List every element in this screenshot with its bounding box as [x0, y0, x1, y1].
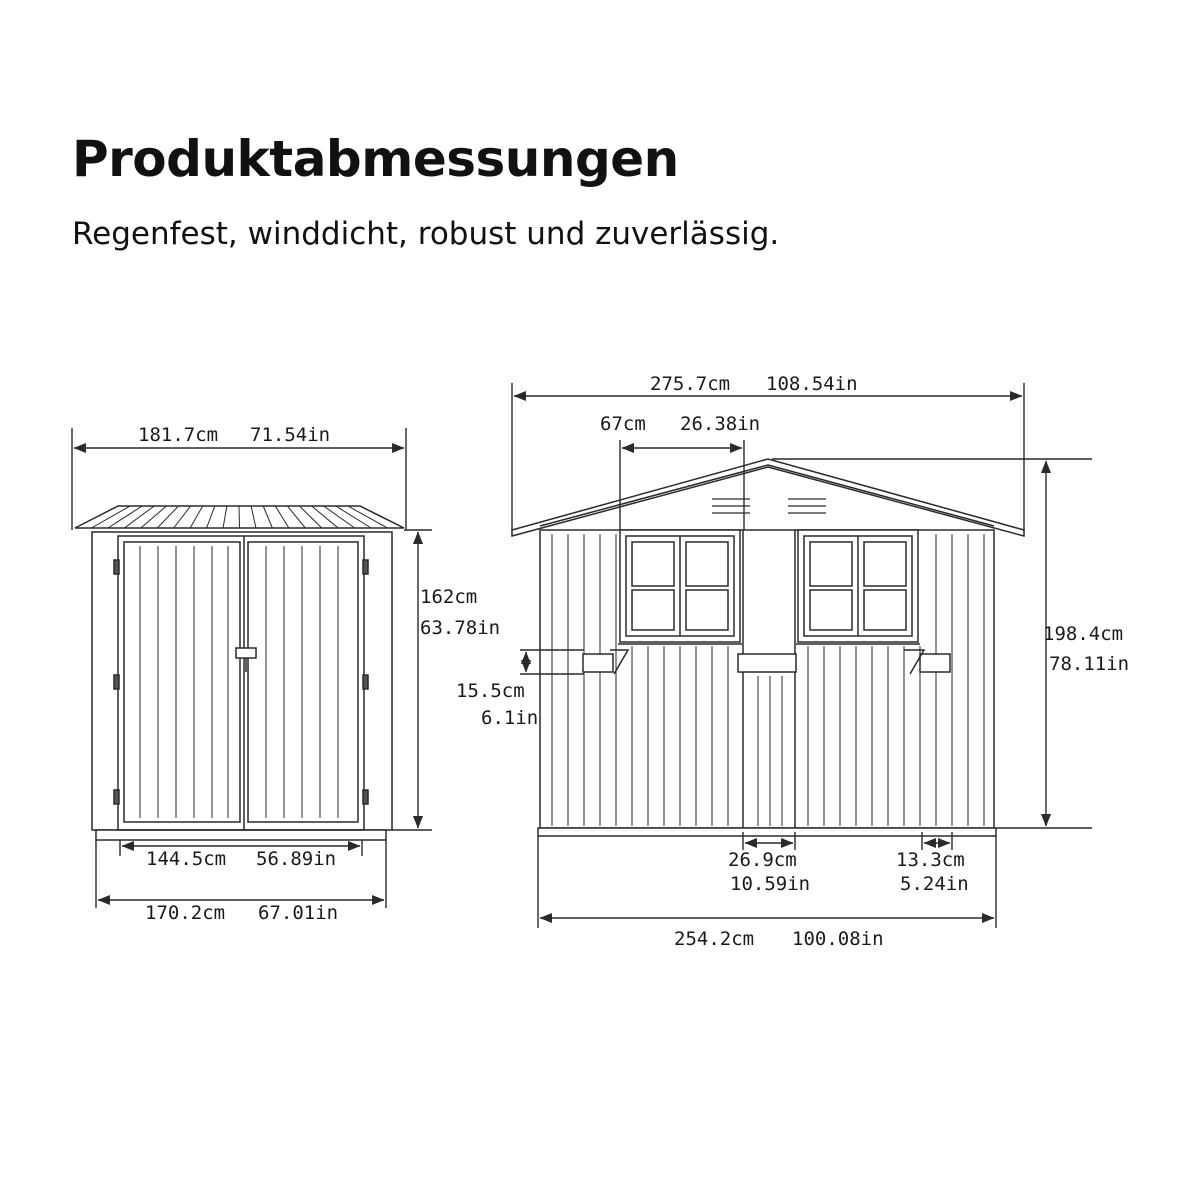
front-body [540, 530, 994, 828]
front-window-span-cm: 67cm [600, 413, 646, 435]
front-base-width-in: 100.08in [792, 928, 884, 950]
front-corner-gap-in: 5.24in [900, 873, 969, 895]
side-body [92, 532, 392, 830]
side-view [75, 506, 404, 840]
front-door-gap-cm: 26.9cm [728, 849, 797, 871]
door-lock [236, 648, 256, 658]
hinge [114, 560, 119, 574]
front-window-span-in: 26.38in [680, 413, 761, 435]
side-total-width-in: 67.01in [258, 902, 339, 924]
roof-vent-right [788, 499, 826, 513]
front-roof-fascia [540, 465, 994, 526]
side-base-width-cm: 144.5cm [146, 848, 227, 870]
front-height-in: 78.11in [1049, 653, 1130, 675]
side-top-width-in: 71.54in [250, 424, 331, 446]
front-door-gap-in: 10.59in [730, 873, 811, 895]
planter-box-right [920, 654, 950, 672]
front-height-cm: 198.4cm [1043, 623, 1124, 645]
front-roof [512, 459, 1024, 536]
hinge [363, 675, 368, 689]
front-view [512, 459, 1024, 836]
front-shelf-height-cm: 15.5cm [456, 680, 525, 702]
planter-box-left [583, 654, 613, 672]
front-total-width-in: 108.54in [766, 373, 858, 395]
side-height-cm: 162cm [420, 586, 478, 608]
side-base-plinth [96, 830, 386, 840]
front-corner-gap-cm: 13.3cm [896, 849, 965, 871]
hinge [114, 790, 119, 804]
side-total-width-cm: 170.2cm [145, 902, 226, 924]
hinge [363, 560, 368, 574]
hinge [114, 675, 119, 689]
roof-rib [239, 506, 240, 528]
front-base-plinth [538, 828, 996, 836]
side-height-in: 63.78in [420, 617, 501, 639]
page-subtitle: Regenfest, winddicht, robust und zuverlässig. [72, 216, 780, 252]
front-shelf-height-in: 6.1in [481, 707, 539, 729]
side-base-width-in: 56.89in [256, 848, 337, 870]
side-top-width-cm: 181.7cm [138, 424, 219, 446]
planter-box-center [738, 654, 796, 672]
front-base-width-cm: 254.2cm [674, 928, 755, 950]
front-total-width-cm: 275.7cm [650, 373, 731, 395]
hinge [363, 790, 368, 804]
page-title: Produktabmessungen [72, 130, 679, 188]
